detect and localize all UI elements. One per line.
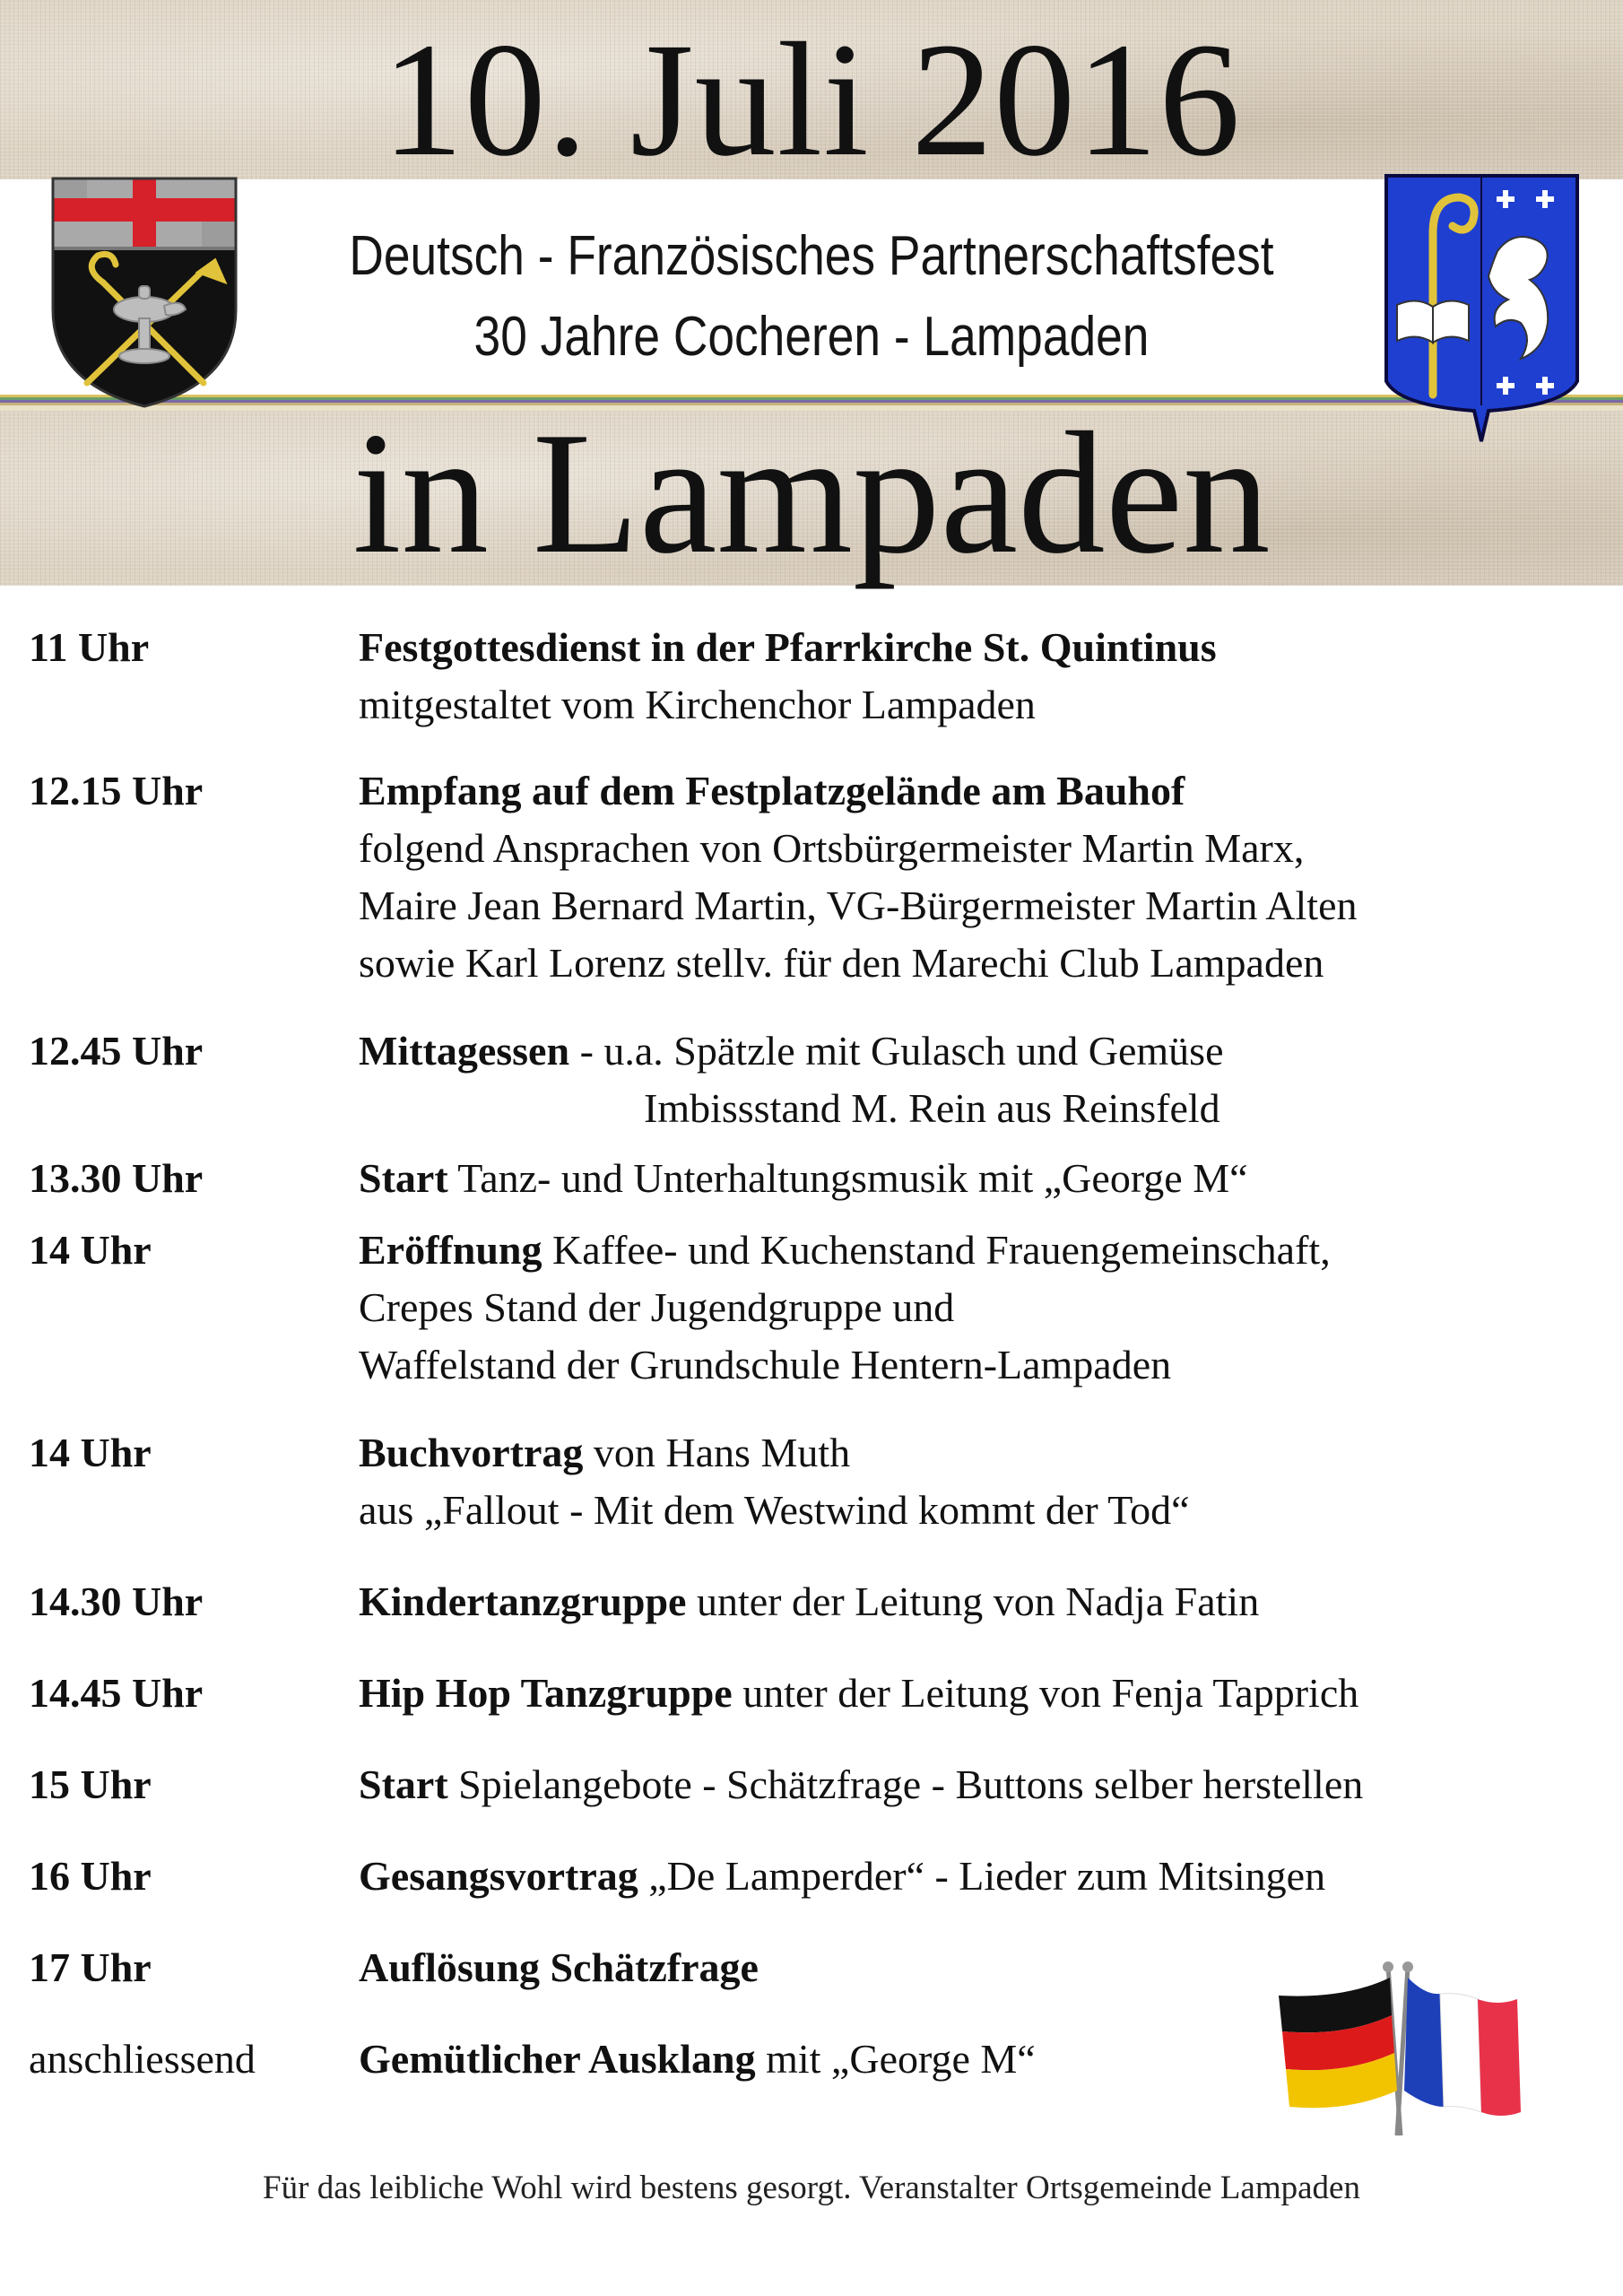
schedule-time: anschliessend [29, 2036, 256, 2082]
subtitle-line-1: Deutsch - Französisches Partnerschaftsfest [349, 225, 1274, 287]
schedule-highlight: Gesangsvortrag [359, 1853, 638, 1899]
schedule-highlight: Mittagessen [359, 1028, 570, 1074]
schedule-highlight: Gemütlicher Ausklang [359, 2036, 756, 2082]
schedule-description: Hip Hop Tanzgruppe unter der Leitung von Fenja Tapprich [359, 1670, 1359, 1716]
schedule-highlight: Empfang auf dem Festplatzgelände am Bauhof [359, 768, 1185, 813]
schedule-highlight: Auflösung Schätzfrage [359, 1944, 759, 1990]
schedule-time: 11 Uhr [29, 624, 150, 670]
schedule-time: 15 Uhr [29, 1761, 152, 1807]
schedule-time: 14.30 Uhr [29, 1578, 204, 1624]
crossed-flags-icon [1273, 1960, 1524, 2139]
footer-note: Für das leibliche Wohl wird bestens gesorgt. Veranstalter Ortsgemeinde Lampaden [263, 2170, 1360, 2206]
place-title: in Lampaden [352, 396, 1271, 590]
schedule-highlight: Eröffnung [359, 1227, 542, 1273]
schedule-description: Festgottesdienst in der Pfarrkirche St. Quintinus mitgestaltet vom Kirchenchor Lampaden [359, 624, 1217, 727]
schedule-description: Mittagessen - u.a. Spätzle mit Gulasch und Gemüse Imbissstand M. Rein aus Reinsfeld [359, 1028, 1224, 1131]
schedule-description [359, 1939, 759, 1996]
schedule-highlight: Buchvortrag [359, 1430, 584, 1475]
schedule-description: Eröffnung Kaffee- und Kuchenstand Frauengemeinschaft, Crepes Stand der Jugendgruppe und Waffelstand der Grundschule Hentern-Lampaden [359, 1227, 1331, 1387]
schedule-time: 16 Uhr [29, 1853, 152, 1899]
schedule-description: Start Tanz- und Unterhaltungsmusik mit „George M“ [359, 1155, 1248, 1201]
schedule-highlight: Festgottesdienst in der Pfarrkirche St. Quintinus [359, 624, 1217, 670]
schedule-time: 13.30 Uhr [29, 1155, 204, 1201]
schedule-highlight: Start [359, 1155, 448, 1201]
schedule-time: 14 Uhr [29, 1227, 152, 1273]
schedule-time: 17 Uhr [29, 1944, 152, 1990]
subtitle-line-2: 30 Jahre Cocheren - Lampaden [473, 306, 1150, 368]
schedule-description: Start Spielangebote - Schätzfrage - Buttons selber herstellen [359, 1761, 1364, 1807]
schedule-highlight: Hip Hop Tanzgruppe [359, 1670, 733, 1716]
schedule-time: 12.45 Uhr [29, 1028, 204, 1074]
header-white-band [0, 179, 1623, 411]
schedule-highlight: Kindertanzgruppe [359, 1578, 687, 1624]
french-flag-icon [1397, 1961, 1521, 2135]
schedule-description: Empfang auf dem Festplatzgelände am Bauhof folgend Ansprachen von Ortsbürgermeister Martin Marx, Maire Jean Bernard Martin, VG-Bürgermeister Martin Alten sowie Karl Lorenz stellv. für den Marechi Club Lampaden [359, 768, 1358, 986]
schedule-time: 14.45 Uhr [29, 1670, 204, 1716]
date-title: 10. Juli 2016 [381, 10, 1242, 190]
schedule-description: Buchvortrag von Hans Muth aus „Fallout - Mit dem Westwind kommt der Tod“ [359, 1430, 1190, 1533]
schedule-highlight: Start [359, 1761, 448, 1807]
lampaden-coat-of-arms-icon [49, 175, 239, 410]
cocheren-coat-of-arms-icon [1381, 170, 1583, 448]
schedule-description: Kindertanzgruppe unter der Leitung von Nadja Fatin [359, 1578, 1260, 1624]
schedule-description: Gemütlicher Ausklang mit „George M“ [359, 2036, 1036, 2082]
german-flag-icon [1279, 1961, 1401, 2135]
schedule-time: 14 Uhr [29, 1430, 152, 1475]
schedule-description: Gesangsvortrag „De Lamperder“ - Lieder zum Mitsingen [359, 1853, 1326, 1899]
schedule-time: 12.15 Uhr [29, 768, 204, 813]
